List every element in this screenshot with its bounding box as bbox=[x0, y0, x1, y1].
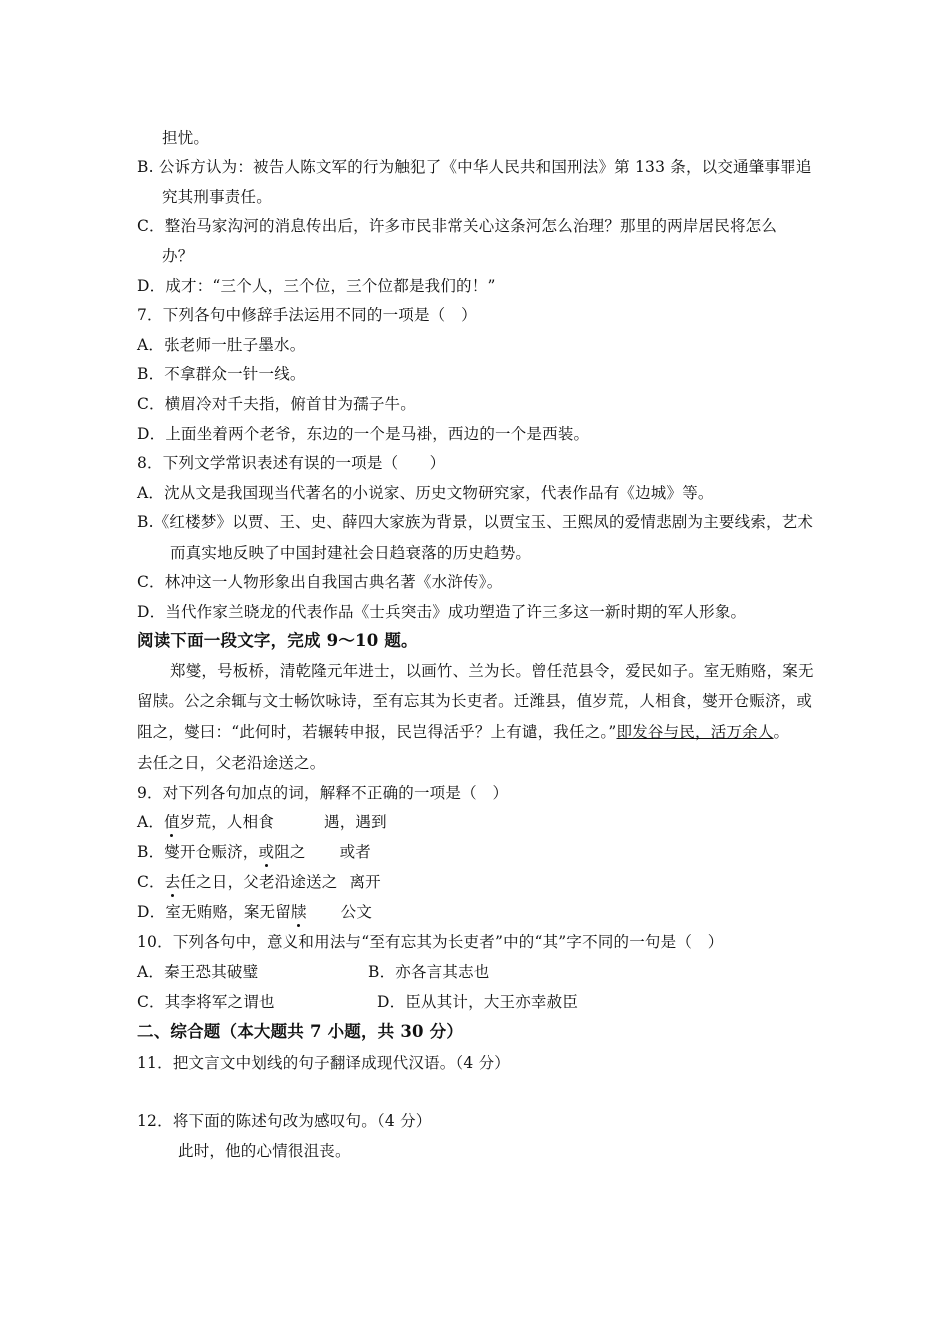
q9-stem: 9．对下列各句加点的词，解释不正确的一项是（ ） bbox=[137, 784, 509, 802]
q9-a-sentence: 岁荒，人相食 bbox=[179, 813, 274, 831]
q9-b-sentence: 阻之 bbox=[274, 843, 306, 861]
q9-b-prefix: B．燮开仓赈济， bbox=[137, 843, 259, 861]
q9-option-c bbox=[137, 872, 381, 892]
q8-option-a: A．沈从文是我国现当代著名的小说家、历史文物研究家，代表作品有《边城》等。 bbox=[137, 484, 714, 502]
q9-a-prefix: A． bbox=[137, 813, 165, 831]
q6-option-d: D．成才：“三个人，三个位，三个位都是我们的！” bbox=[137, 277, 496, 295]
q9-d-dotted-word: 牍 bbox=[290, 903, 307, 921]
q12-stem: 12．将下面的陈述句改为感叹句。（4 分） bbox=[137, 1112, 432, 1130]
q7-option-c: C．横眉冷对千夫指，俯首甘为孺子牛。 bbox=[137, 395, 416, 413]
q9-d-meaning: 公文 bbox=[340, 903, 373, 921]
q10-option-a: A．秦王恐其破璧 bbox=[137, 963, 259, 981]
q9-c-dotted-word: 去 bbox=[164, 873, 181, 891]
passage-line-3 bbox=[137, 722, 789, 742]
q10-option-d: D．臣从其计，大王亦幸赦臣 bbox=[377, 993, 579, 1011]
q9-option-a bbox=[137, 812, 387, 832]
q10-stem: 10．下列各句中，意义和用法与“至有忘其为长吏者”中的“其”字不同的一句是（ ） bbox=[137, 933, 724, 951]
q8-option-b-line1: B.《红楼梦》以贾、王、史、薛四大家族为背景，以贾宝玉、王熙凤的爱情悲剧为主要线索，艺术 bbox=[137, 513, 814, 531]
q8-option-b-line2: 而真实地反映了中国封建社会日趋衰落的历史趋势。 bbox=[170, 544, 532, 562]
passage-line-3-end: 。 bbox=[773, 723, 790, 741]
q6-option-b-line1: B. 公诉方认为：被告人陈文军的行为触犯了《中华人民共和国刑法》第 133 条，以交通肇事罪追 bbox=[137, 158, 812, 176]
q12-sentence: 此时，他的心情很沮丧。 bbox=[178, 1142, 351, 1160]
passage-line-3-text: 阻之，燮曰：“此何时，若辗转申报，民岂得活乎？上有谴，我任之。” bbox=[137, 723, 617, 741]
passage-line-4: 去任之日，父老沿途送之。 bbox=[137, 754, 326, 772]
q9-c-prefix: C． bbox=[137, 873, 165, 891]
q6-option-a-tail: 担忧。 bbox=[162, 129, 210, 147]
q10-option-c: C．其李将军之谓也 bbox=[137, 993, 275, 1011]
section-2-heading: 二、综合题（本大题共 7 小题，共 30 分） bbox=[137, 1022, 464, 1041]
q9-option-d bbox=[137, 902, 372, 922]
q10-option-b: B．亦各言其志也 bbox=[368, 963, 490, 981]
q7-option-a: A．张老师一肚子墨水。 bbox=[137, 336, 306, 354]
q9-c-meaning: 离开 bbox=[349, 873, 381, 891]
passage-line-1: 郑燮，号板桥，清乾隆元年进士，以画竹、兰为长。曾任范县令，爱民如子。室无贿赂，案无 bbox=[170, 662, 814, 680]
q7-stem: 7．下列各句中修辞手法运用不同的一项是（ ） bbox=[137, 306, 477, 324]
q9-a-meaning: 遇，遇到 bbox=[324, 813, 387, 831]
q9-b-meaning: 或者 bbox=[339, 843, 372, 861]
q8-stem: 8．下列文学常识表述有误的一项是（ ） bbox=[137, 454, 446, 472]
underlined-sentence: 即发谷与民，活万余人 bbox=[616, 723, 774, 741]
q11-stem: 11．把文言文中划线的句子翻译成现代汉语。（4 分） bbox=[137, 1054, 510, 1072]
q9-a-dotted-word: 值 bbox=[164, 813, 180, 831]
q7-option-b: B．不拿群众一针一线。 bbox=[137, 365, 306, 383]
q9-d-prefix: D．室无贿赂，案无留 bbox=[137, 903, 291, 921]
q9-option-b bbox=[137, 842, 371, 862]
q8-option-d: D．当代作家兰晓龙的代表作品《士兵突击》成功塑造了许三多这一新时期的军人形象。 bbox=[137, 603, 747, 621]
q9-b-dotted-word: 或 bbox=[258, 843, 275, 861]
q6-option-c-line1: C．整治马家沟河的消息传出后，许多市民非常关心这条河怎么治理？那里的两岸居民将怎么 bbox=[137, 217, 778, 235]
passage-line-2: 留牍。公之余辄与文士畅饮咏诗，至有忘其为长吏者。迁潍县，值岁荒，人相食，燮开仓赈济，或 bbox=[137, 692, 813, 710]
q6-option-c-line2: 办？ bbox=[162, 247, 194, 265]
q8-option-c: C．林冲这一人物形象出自我国古典名著《水浒传》。 bbox=[137, 573, 503, 591]
q9-c-sentence: 任之日，父老沿途送之 bbox=[180, 873, 338, 891]
q6-option-b-line2: 究其刑事责任。 bbox=[162, 188, 272, 206]
q7-option-d: D．上面坐着两个老爷，东边的一个是马褂，西边的一个是西装。 bbox=[137, 425, 590, 443]
reading-heading: 阅读下面一段文字，完成 9～10 题。 bbox=[137, 631, 418, 650]
